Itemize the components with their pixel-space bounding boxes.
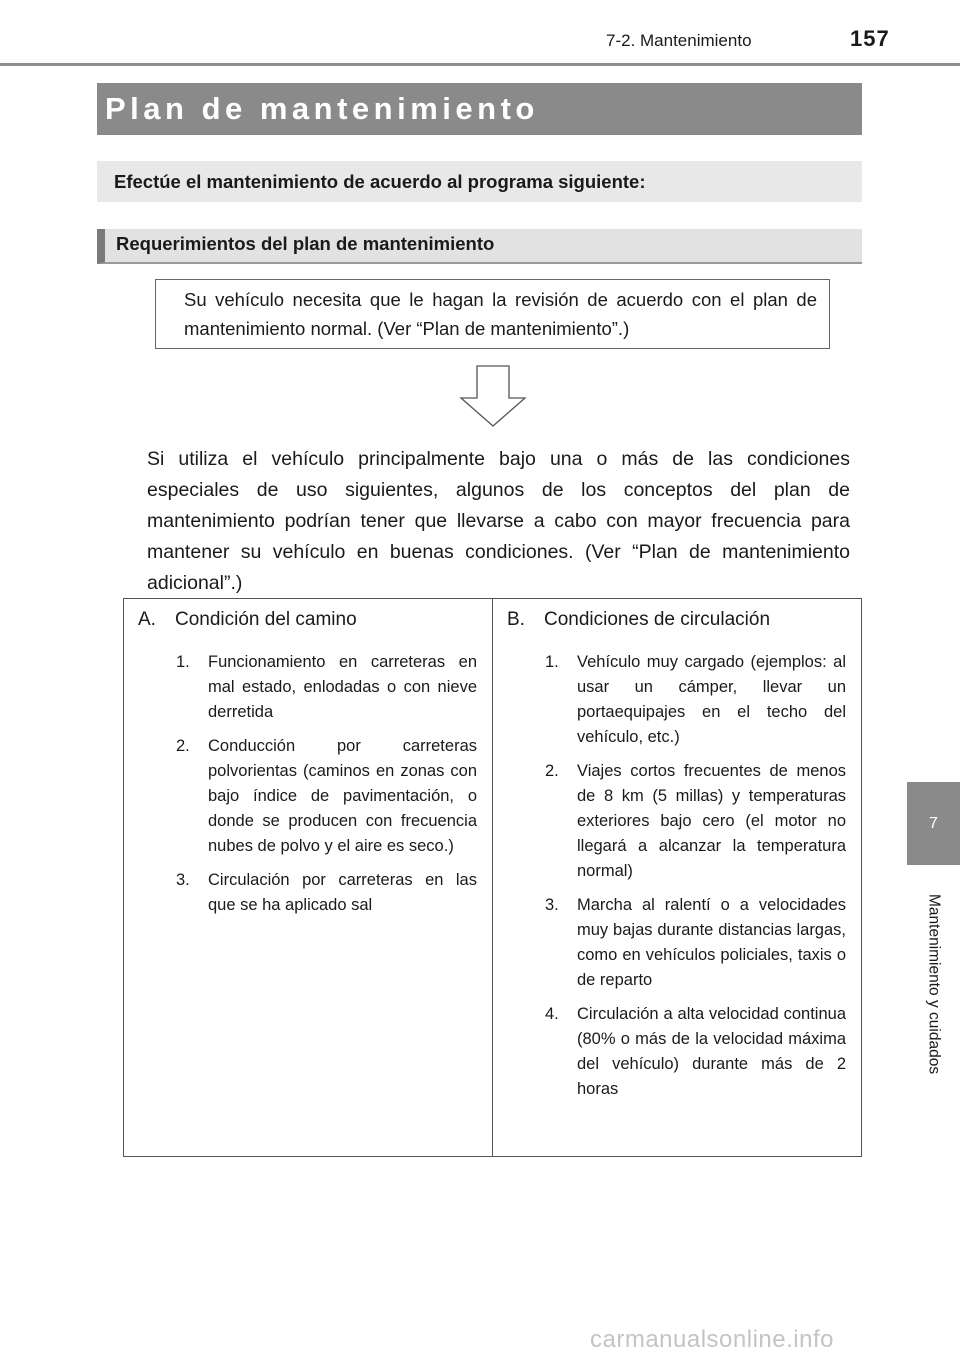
item-number: 1. xyxy=(176,653,190,671)
conditions-table xyxy=(123,598,862,1157)
driving-conditions-column xyxy=(493,599,861,1156)
column-heading xyxy=(138,608,477,632)
list-item xyxy=(138,650,477,725)
item-number: 2. xyxy=(545,762,559,780)
page-number: 157 xyxy=(850,26,890,51)
item-text: Conducción por carreteras polvorientas (caminos en zonas con bajo índice de pavimentación, o donde se producen con frecuencia nubes de polvo y el aire es seco.) xyxy=(208,737,477,855)
list-item xyxy=(507,1002,846,1102)
chapter-tab[interactable]: 7 xyxy=(907,782,960,865)
item-number: 1. xyxy=(545,653,559,671)
driving-conditions-list xyxy=(507,650,846,1102)
column-title: Condiciones de circulación xyxy=(544,609,771,630)
item-number: 3. xyxy=(545,896,559,914)
road-conditions-list xyxy=(138,650,477,918)
page-title: Plan de mantenimiento xyxy=(97,83,862,135)
item-text: Circulación a alta velocidad continua (80% o más de la velocidad máxima del vehículo) durante más de 2 horas xyxy=(577,1005,846,1098)
item-number: 2. xyxy=(176,737,190,755)
watermark: carmanualsonline.info xyxy=(590,1326,834,1353)
down-arrow-icon xyxy=(459,365,527,427)
column-letter: B. xyxy=(507,609,525,630)
subheading: Requerimientos del plan de mantenimiento xyxy=(97,229,862,264)
requirement-box: Su vehículo necesita que le hagan la revisión de acuerdo con el plan de mantenimiento normal. (Ver “Plan de mantenimiento”.) xyxy=(155,279,830,349)
item-text: Marcha al ralentí o a velocidades muy bajas durante distancias largas, como en vehículos policiales, taxis o de reparto xyxy=(577,896,846,989)
road-conditions-column xyxy=(124,599,493,1156)
column-letter: A. xyxy=(138,609,156,630)
header-divider xyxy=(0,63,960,66)
list-item xyxy=(138,868,477,918)
conditions-paragraph: Si utiliza el vehículo principalmente bajo una o más de las condiciones especiales de uso siguientes, algunos de los conceptos del plan de mantenimiento podrían tener que llevarse a cabo con mayor frecuencia para mantener su vehículo en buenas condiciones. (Ver “Plan de mantenimiento adicional”.) xyxy=(147,448,850,594)
item-number: 4. xyxy=(545,1005,559,1023)
intro-heading: Efectúe el mantenimiento de acuerdo al programa siguiente: xyxy=(97,161,862,202)
column-heading xyxy=(507,608,846,632)
column-title: Condición del camino xyxy=(175,609,357,630)
list-item xyxy=(507,650,846,750)
list-item xyxy=(138,734,477,859)
item-text: Funcionamiento en carreteras en mal estado, enlodadas o con nieve derretida xyxy=(208,653,477,721)
item-number: 3. xyxy=(176,871,190,889)
section-label: 7-2. Mantenimiento xyxy=(606,31,752,50)
item-text: Viajes cortos frecuentes de menos de 8 km (5 millas) y temperaturas exteriores bajo cero (el motor no llegará a alcanzar la temperatura normal) xyxy=(577,762,846,880)
item-text: Vehículo muy cargado (ejemplos: al usar un cámper, llevar un portaequipajes en el techo del vehículo, etc.) xyxy=(577,653,846,746)
list-item xyxy=(507,759,846,884)
chapter-title: Mantenimiento y cuidados xyxy=(925,894,943,1075)
list-item xyxy=(507,893,846,993)
item-text: Circulación por carreteras en las que se ha aplicado sal xyxy=(208,871,477,914)
